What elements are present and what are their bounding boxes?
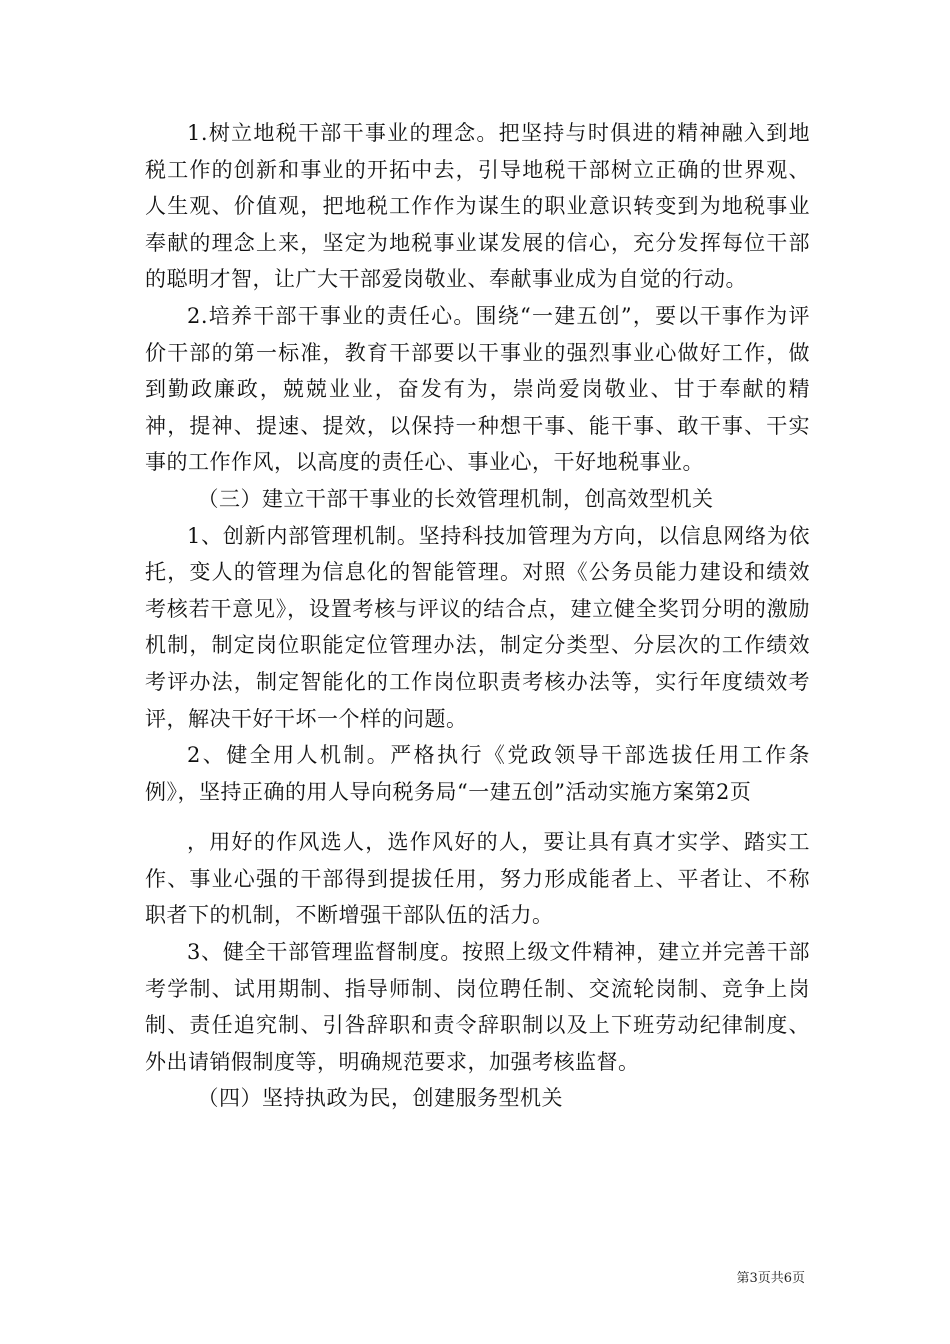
paragraph-2: 2.培养干部干事业的责任心。围绕“一建五创”，要以干事作为评价干部的第一标准，教育干部要以干事业的强烈事业心做好工作，做到勤政廉政，兢兢业业，奋发有为，崇尚爱岗敬业、甘于奉献的精神，提神、提速、提效，以保持一种想干事、能干事、敢干事、干实事的工作作风，以高度的责任心、事业心，干好地税事业。 <box>145 303 810 475</box>
page-number: 第3页共6页 <box>736 1271 805 1286</box>
paragraph-6: 3、健全干部管理监督制度。按照上级文件精神，建立并完善干部考学制、试用期制、指导师制、岗位聘任制、交流轮岗制、竞争上岗制、责任追究制、引咎辞职和责令辞职制以及上下班劳动纪律制度、外出请销假制度等，明确规范要求，加强考核监督。 <box>145 940 810 1074</box>
paragraph-4: 2、健全用人机制。严格执行《党政领导干部选拔任用工作条例》，坚持正确的用人导向税务局“一建五创”活动实施方案第2页 <box>145 743 810 804</box>
section-heading-3: （三）建立干部干事业的长效管理机制，创高效型机关 <box>197 486 714 511</box>
paragraph-5: ，用好的作风选人，选作风好的人，要让具有真才实学、踏实工作、事业心强的干部得到提拔任用，努力形成能者上、平者让、不称职者下的机制，不断增强干部队伍的活力。 <box>145 830 810 928</box>
section-heading-4: （四）坚持执政为民，创建服务型机关 <box>197 1086 563 1111</box>
paragraph-3: 1、创新内部管理机制。坚持科技加管理为方向，以信息网络为依托，变人的管理为信息化的智能管理。对照《公务员能力建设和绩效考核若干意见》，设置考核与评议的结合点，建立健全奖罚分明的激励机制，制定岗位职能定位管理办法，制定分类型、分层次的工作绩效考评办法，制定智能化的工作岗位职责考核办法等，实行年度绩效考评，解决干好干坏一个样的问题。 <box>145 523 810 731</box>
paragraph-1: 1.树立地税干部干事业的理念。把坚持与时俱进的精神融入到地税工作的创新和事业的开拓中去，引导地税干部树立正确的世界观、人生观、价值观，把地税工作作为谋生的职业意识转变到为地税事业奉献的理念上来，坚定为地税事业谋发展的信心，充分发挥每位干部的聪明才智，让广大干部爱岗敬业、奉献事业成为自觉的行动。 <box>145 121 810 292</box>
document-body <box>145 115 810 1117</box>
